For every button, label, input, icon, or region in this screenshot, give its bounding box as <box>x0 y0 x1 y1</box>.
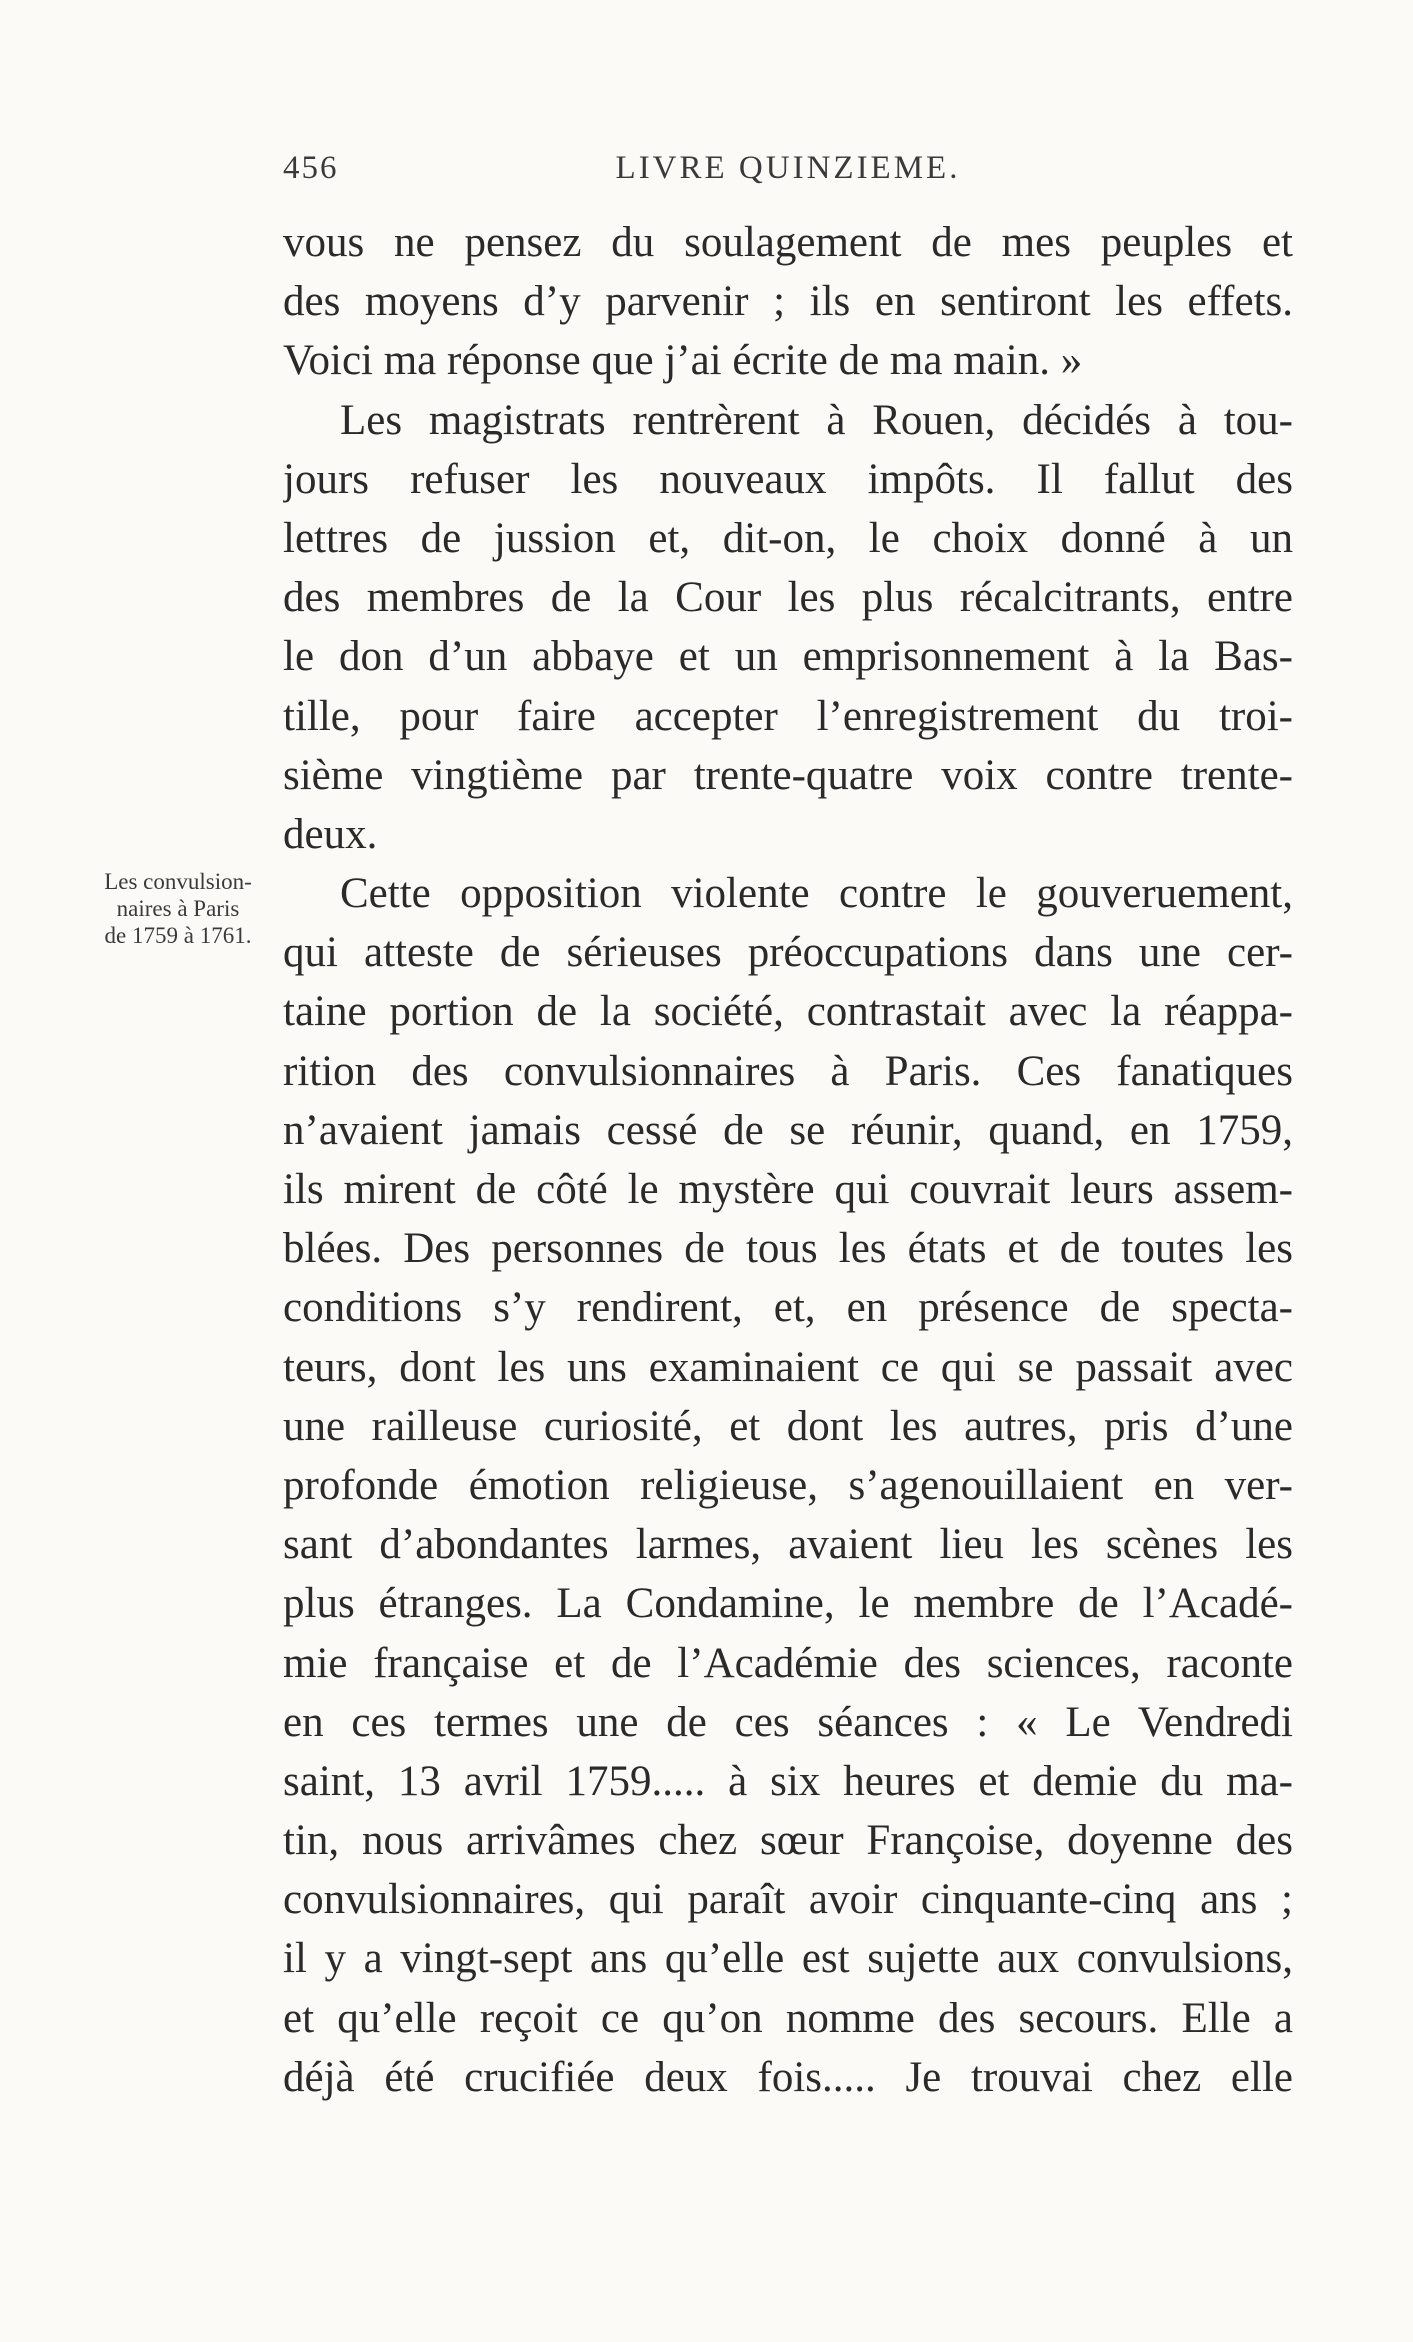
text-line: le don d’un abbaye et un emprisonnement à la Bas- <box>283 633 1293 681</box>
text-line: Les magistrats rentrèrent à Rouen, décidés à tou- <box>340 396 1293 444</box>
text-line: tille, pour faire accepter l’enregistrement du troi- <box>283 692 1293 740</box>
text-line: vous ne pensez du soulagement de mes peuples et <box>283 219 1293 266</box>
text-line: n’avaient jamais cessé de se réunir, quand, en 1759, <box>283 1106 1293 1154</box>
running-title: LIVRE QUINZIEME. <box>615 150 961 186</box>
page-header <box>283 150 1293 190</box>
text-line: jours refuser les nouveaux impôts. Il fallut des <box>283 455 1293 503</box>
text-line: saint, 13 avril 1759..... à six heures et demie du ma- <box>283 1757 1293 1805</box>
text-line: des membres de la Cour les plus récalcitrants, entre <box>283 574 1293 622</box>
body-text <box>283 213 1293 2107</box>
text-line: deux. <box>283 810 378 858</box>
text-line: une railleuse curiosité, et dont les autres, pris d’une <box>283 1402 1293 1450</box>
text-line: Cette opposition violente contre le gouveruement, <box>340 870 1293 918</box>
text-line: lettres de jussion et, dit-on, le choix donné à un <box>283 514 1293 562</box>
text-line: mie française et de l’Académie des sciences, raconte <box>283 1639 1293 1687</box>
text-line: profonde émotion religieuse, s’agenouillaient en ver- <box>283 1461 1293 1509</box>
text-line: teurs, dont les uns examinaient ce qui se passait avec <box>283 1343 1293 1391</box>
text-line: sième vingtième par trente-quatre voix contre trente- <box>283 751 1293 799</box>
text-line: Voici ma réponse que j’ai écrite de ma main. » <box>283 337 1083 385</box>
text-line: il y a vingt-sept ans qu’elle est sujette aux convulsions, <box>283 1935 1293 1983</box>
text-line: conditions s’y rendirent, et, en présence de specta- <box>283 1284 1293 1332</box>
text-line: ils mirent de côté le mystère qui couvrait leurs assem- <box>283 1166 1293 1213</box>
text-line: plus étranges. La Condamine, le membre de l’Acadé- <box>283 1580 1293 1628</box>
text-line: déjà été crucifiée deux fois..... Je trouvai chez elle <box>283 2053 1293 2101</box>
text-line: rition des convulsionnaires à Paris. Ces fanatiques <box>283 1047 1293 1095</box>
margin-note-line: naires à Paris <box>116 896 240 921</box>
margin-note-line: de 1759 à 1761. <box>104 923 252 948</box>
page-number: 456 <box>283 150 339 186</box>
text-line: qui atteste de sérieuses préoccupations dans une cer- <box>283 929 1293 977</box>
text-line: convulsionnaires, qui paraît avoir cinquante-cinq ans ; <box>283 1876 1293 1924</box>
text-line: tin, nous arrivâmes chez sœur Françoise, doyenne des <box>283 1817 1293 1865</box>
text-line: des moyens d’y parvenir ; ils en sentiront les effets. <box>283 278 1293 326</box>
text-line: sant d’abondantes larmes, avaient lieu les scènes les <box>283 1521 1293 1569</box>
text-line: taine portion de la société, contrastait avec la réappa- <box>283 988 1293 1036</box>
margin-note <box>88 868 268 949</box>
text-line: en ces termes une de ces séances : « Le Vendredi <box>283 1698 1293 1746</box>
text-line: blées. Des personnes de tous les états et de toutes les <box>283 1225 1293 1273</box>
text-line: et qu’elle reçoit ce qu’on nomme des secours. Elle a <box>283 1994 1293 2042</box>
margin-note-line: Les convulsion- <box>104 869 252 894</box>
